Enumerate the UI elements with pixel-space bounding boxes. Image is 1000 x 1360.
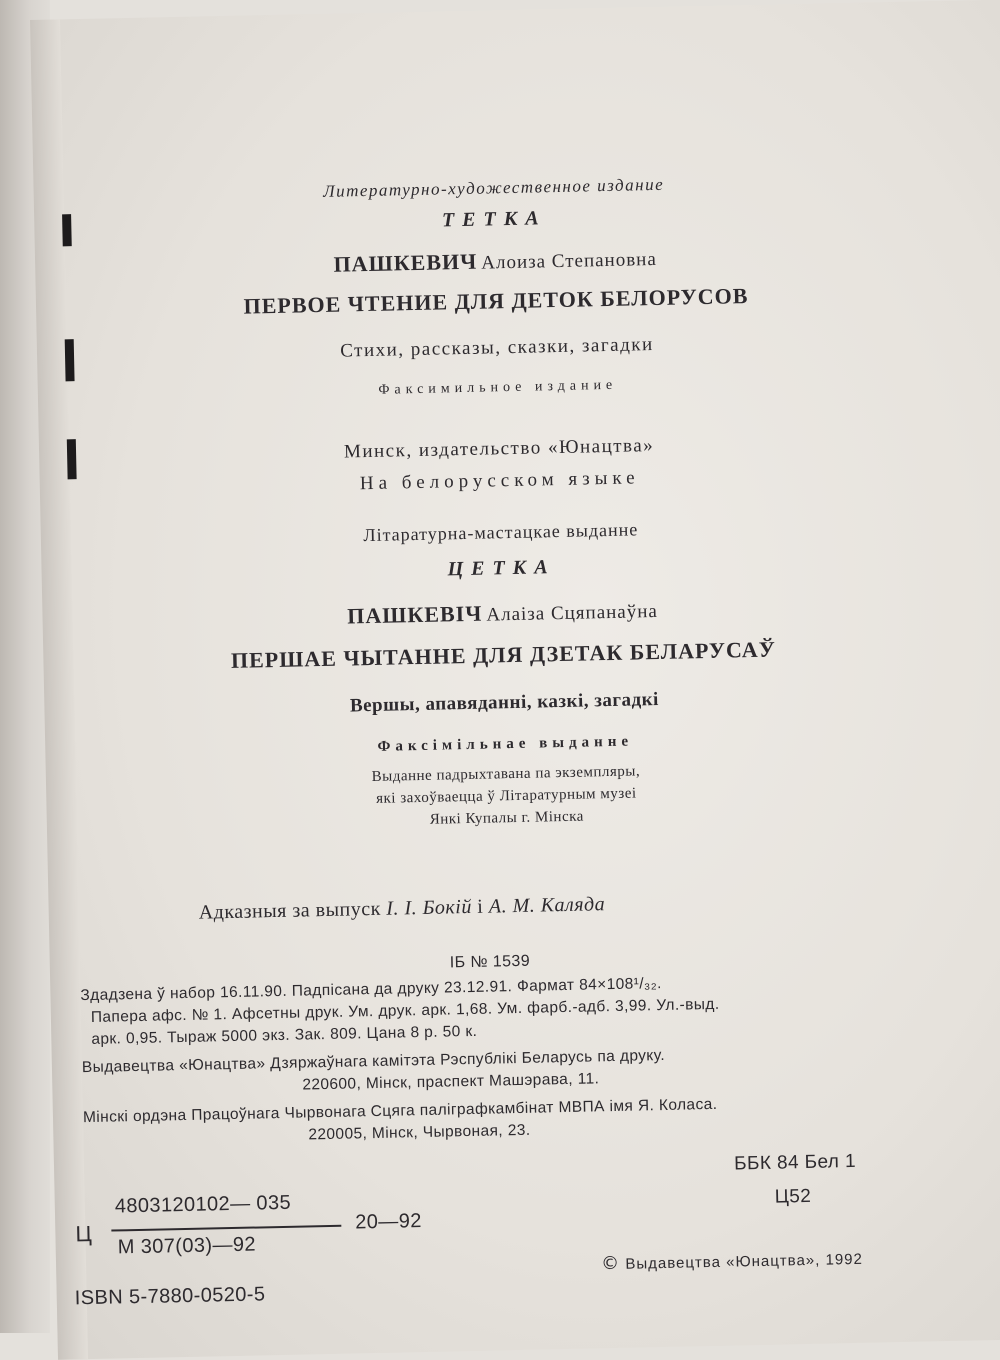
ru-pseudonym: ТЕТКА: [441, 207, 547, 232]
responsible-conj: і: [477, 895, 484, 918]
imprint-ib-number: ІБ № 1539: [449, 952, 531, 972]
responsible-prefix: Адказныя за выпуск: [198, 897, 382, 924]
catalog-denominator: М 307(03)—92: [117, 1233, 257, 1259]
imprint-line: Папера афс. № 1. Афсетны друк. Ум. друк. арк. 1,68. Ум. фарб.-адб. 3,99. Ул.-выд.: [90, 995, 720, 1026]
imprint-line: арк. 0,95. Тыраж 5000 экз. Зак. 809. Цана 8 р. 50 к.: [91, 1022, 478, 1048]
ru-language: На белорусском языке: [359, 467, 640, 495]
imprint-line: 220005, Мінск, Чырвоная, 23.: [308, 1121, 531, 1144]
ru-edition: Факсимильное издание: [378, 377, 618, 398]
imprint-line: Здадзена ў набор 16.11.90. Падпісана да друку 23.12.91. Фармат 84×108¹/₃₂.: [80, 974, 662, 1005]
by-note-line: Янкі Купалы г. Мінска: [429, 808, 585, 828]
by-author-given: Алаіза Сцяпанаўна: [486, 600, 659, 626]
copyright-text: Выдавецтва «Юнацтва», 1992: [625, 1250, 864, 1273]
imprint-line: Мінскі ордэна Працоўнага Чырвонага Сцяга паліграфкамбінат МВПА імя Я. Коласа.: [82, 1095, 718, 1127]
by-subtitle: Вершы, апавяданні, казкі, загадкі: [349, 688, 660, 717]
by-genre-line: Літаратурна-мастацкае выданне: [363, 519, 639, 546]
imprint-line: Выдавецтва «Юнацтва» Дзяржаўнага камітэта Рэспублікі Беларусь па друку.: [81, 1046, 666, 1077]
responsible-name-2: А. М. Каляда: [488, 893, 606, 918]
ru-book-title: ПЕРВОЕ ЧТЕНИЕ ДЛЯ ДЕТОК БЕЛОРУСОВ: [243, 283, 749, 319]
bbk-code: ББК 84 Бел 1: [733, 1150, 857, 1175]
isbn: ISBN 5-7880-0520-5: [74, 1283, 266, 1310]
by-note-line: Выданне падрыхтавана па экземпляры,: [371, 763, 641, 786]
catalog-letter: Ц: [75, 1220, 93, 1247]
fraction-bar: [111, 1225, 341, 1232]
ru-author-surname: ПАШКЕВИЧ: [333, 248, 478, 277]
ru-genre-line: Литературно-художественное издание: [322, 174, 665, 201]
ru-author-line: [35, 239, 955, 284]
copyright-line: [601, 1248, 863, 1274]
responsible-line: [199, 893, 606, 925]
catalog-code: Ц52: [774, 1185, 812, 1208]
catalog-suffix: 20—92: [355, 1210, 422, 1234]
by-author-line: [42, 591, 962, 636]
imprint-line: 220600, Мінск, праспект Машэрава, 11.: [302, 1070, 600, 1094]
responsible-name-1: І. І. Бокій: [386, 895, 473, 920]
ru-author-given: Алоиза Степановна: [481, 248, 658, 274]
by-pseudonym: ЦЕТКА: [447, 556, 556, 581]
copyright-icon: ©: [600, 1252, 621, 1275]
catalog-numerator: 4803120102— 035: [114, 1191, 292, 1218]
by-note-line: які захоўваецца ў Літаратурным музеі: [375, 785, 637, 807]
by-book-title: ПЕРШАЕ ЧЫТАННЕ ДЛЯ ДЗЕТАК БЕЛАРУСАЎ: [230, 636, 777, 673]
by-author-surname: ПАШКЕВІЧ: [346, 600, 483, 629]
book-page: [30, 0, 1000, 1360]
by-edition: Факсімільнае выданне: [377, 733, 634, 755]
ru-subtitle: Стихи, рассказы, сказки, загадки: [340, 334, 654, 362]
ru-publisher: Минск, издательство «Юнацтва»: [343, 435, 655, 463]
